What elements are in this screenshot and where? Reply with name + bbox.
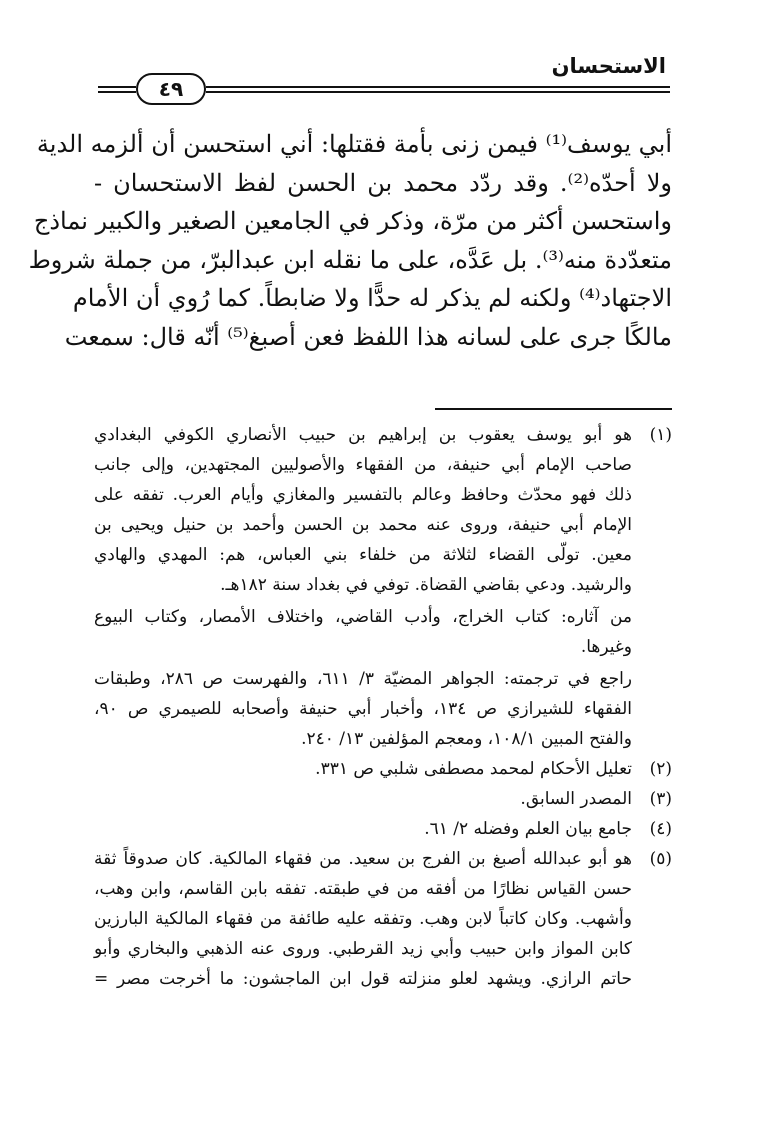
footnote-line: حسن القياس نظارًا من أفقه من في طبقته. تفقه بابن القاسم، وابن وهب، bbox=[94, 879, 632, 899]
footnote-line: وأشهب. وكان كاتباً لابن وهب. وتفقه عليه طائفة من فقهاء المالكية البارزين bbox=[94, 909, 632, 929]
page-header bbox=[98, 52, 670, 110]
footnote-line: جامع بيان العلم وفضله ٢/ ٦١. bbox=[424, 819, 632, 839]
header-rule-left bbox=[98, 86, 136, 93]
footnote-line: كابن المواز وابن حبيب وأبي زيد القرطبي. وروى عنه الذهبي والبخاري وأبو bbox=[94, 939, 632, 959]
footnote-line: حاتم الرازي. ويشهد لعلو منزلته قول ابن الماجشون: ما أخرجت مصر = bbox=[94, 969, 632, 989]
footnote-line: ذلك فهو محدّث وحافظ وعالم بالتفسير والمغازي وأيام العرب. تفقه على bbox=[94, 485, 632, 505]
footnote-line: وغيرها. bbox=[580, 637, 632, 657]
main-line: الاجتهاد⁽⁴⁾ ولكنه لم يذكر له حدًّا ولا ضابطاً. كما رُوي أن الأمام bbox=[72, 284, 672, 312]
running-title: الاستحسان bbox=[551, 54, 666, 78]
footnote-line: والرشيد. ودعي بقاضي القضاة. توفي في بغداد سنة ١٨٢هـ. bbox=[220, 575, 632, 595]
main-line: مالكًا جرى على لسانه هذا اللفظ فعن أصبغ⁽⁵⁾ أنّه قال: سمعت bbox=[64, 322, 672, 351]
footnote-5 bbox=[94, 844, 672, 994]
main-line: ولا أحدّه⁽²⁾. وقد ردّد محمد بن الحسن لفظ الاستحسان - bbox=[94, 168, 672, 197]
footnote-line: هو أبو يوسف يعقوب بن إبراهيم بن حبيب الأنصاري الكوفي البغدادي bbox=[94, 425, 632, 445]
footnote-line: والفتح المبين ١٠٨/١، ومعجم المؤلفين ١٣/ ٢٤٠. bbox=[301, 729, 632, 749]
footnote-line: تعليل الأحكام لمحمد مصطفى شلبي ص ٣٣١. bbox=[315, 759, 632, 779]
footnote-1-refs bbox=[94, 664, 672, 754]
footnote-1 bbox=[94, 420, 672, 600]
footnote-line: الإمام أبي حنيفة، وروى عنه محمد بن الحسن وأحمد بن حنيل ويحيى بن bbox=[94, 515, 632, 535]
main-line: أبي يوسف⁽¹⁾ فيمن زنى بأمة فقتلها: أني استحسن أن ألزمه الدية bbox=[36, 130, 672, 158]
footnote-1-works bbox=[94, 602, 672, 662]
footnote-line: راجع في ترجمته: الجواهر المضيّة ٣/ ٦١١، والفهرست ص ٢٨٦، وطبقات bbox=[94, 669, 633, 689]
footnote-line: هو أبو عبدالله أصبغ بن الفرج بن سعيد. من فقهاء المالكية. كان صدوقاً ثقة bbox=[94, 849, 632, 869]
footnote-separator bbox=[435, 408, 672, 410]
main-line: متعدّدة منه⁽³⁾. بل عَدَّه، على ما نقله ابن عبدالبرّ، من جملة شروط bbox=[28, 245, 672, 274]
page-number: ٤٩ bbox=[136, 73, 206, 105]
main-text bbox=[28, 125, 672, 356]
footnote-line: معين. تولّى القضاء لثلاثة من خلفاء بني العباس، هم: المهدي والهادي bbox=[94, 545, 632, 565]
footnote-number: (٤) bbox=[649, 819, 672, 839]
footnote-number: (٣) bbox=[649, 789, 672, 809]
footnote-2 bbox=[94, 754, 672, 784]
footnote-line: من آثاره: كتاب الخراج، وأدب القاضي، واختلاف الأمصار، وكتاب البيوع bbox=[94, 607, 632, 627]
footnote-number: (٢) bbox=[649, 759, 672, 779]
footnote-line: الفقهاء للشيرازي ص ١٣٤، وأخبار أبي حنيفة وأصحابه للصيمري ص ٩٠، bbox=[94, 699, 632, 719]
footnote-3 bbox=[94, 784, 672, 814]
main-line: واستحسن أكثر من مرّة، وذكر في الجامعين الصغير والكبير نماذج bbox=[33, 207, 672, 235]
footnote-line: صاحب الإمام أبي حنيفة، من الفقهاء والأصوليين المجتهدين، وإلى جانب bbox=[94, 455, 632, 475]
footnote-number: (١) bbox=[649, 425, 672, 445]
footnotes bbox=[94, 420, 672, 994]
footnote-number: (٥) bbox=[649, 849, 672, 869]
footnote-4 bbox=[94, 814, 672, 844]
footnote-line: المصدر السابق. bbox=[520, 789, 632, 809]
header-rule-right bbox=[206, 86, 670, 93]
